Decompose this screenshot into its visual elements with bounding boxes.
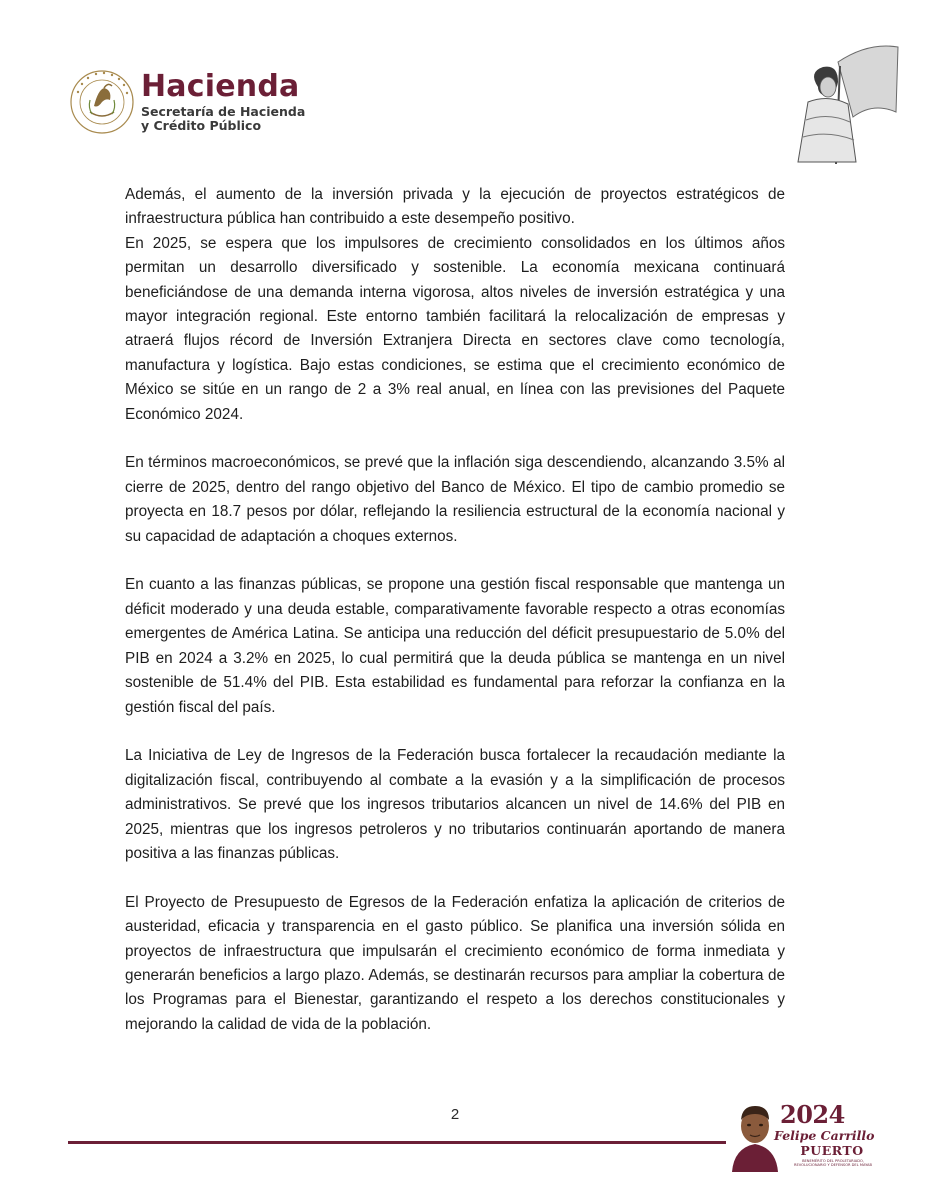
logo-motto: BENEMÉRITO DEL PROLETARIADO, REVOLUCIONARIO Y DEFENSOR DEL MAYAB bbox=[794, 1159, 872, 1167]
logo-year: 2024 bbox=[780, 1100, 845, 1129]
paragraph: El Proyecto de Presupuesto de Egresos de la Federación enfatiza la aplicación de criterios de austeridad, eficacia y transparencia en el gasto público. Se planifica una inversión sólida en proyectos de infraestructura que impulsarán el crecimiento económico de forma inmediata y generarán beneficios a largo plazo. Además, se destinarán recursos para ampliar la cobertura de los Programas para el Bienestar, garantizando el respeto a los derechos constitucionales y mejorando la calidad de vida de la población. bbox=[125, 893, 785, 1033]
paragraph: Además, el aumento de la inversión privada y la ejecución de proyectos estratégicos de infraestructura pública han contribuido a este desempeño positivo. bbox=[125, 186, 785, 228]
paragraph: En 2025, se espera que los impulsores de crecimiento consolidados en los últimos años permitan un desarrollo diversificado y sostenible. La economía mexicana continuará beneficiándose de una demanda interna vigorosa, altos niveles de inversión estratégica y una mayor integración regional. Este entorno también facilitará la relocalización de empresas y atraerá flujos récord de Inversión Extranjera Directa en sectores clave como tecnología, manufactura y logística. Bajo estas condiciones, se estima que el crecimiento económico de México se sitúe en un rango de 2 a 3% real anual, en línea con las previsiones del Paquete Económico 2024. bbox=[125, 234, 785, 423]
logo-name: Felipe Carrillo bbox=[774, 1128, 875, 1143]
brand-title: Hacienda bbox=[141, 69, 300, 104]
page-header bbox=[68, 62, 868, 172]
hacienda-brand bbox=[141, 69, 306, 133]
woman-with-flag-illustration-icon bbox=[778, 42, 903, 167]
document-body bbox=[125, 183, 785, 1037]
paragraph: En términos macroeconómicos, se prevé que la inflación siga descendiendo, alcanzando 3.5% al cierre de 2025, dentro del rango objetivo del Banco de México. El tipo de cambio promedio se proyecta en 18.7 pesos por dólar, reflejando la resiliencia estructural de la economía nacional y su capacidad de adaptación a choques externos. bbox=[125, 454, 785, 545]
brand-subtitle-line2: y Crédito Público bbox=[141, 118, 262, 133]
logo-surname: PUERTO bbox=[800, 1143, 864, 1158]
footer-divider bbox=[68, 1141, 726, 1144]
page-number: 2 bbox=[450, 1106, 460, 1123]
brand-subtitle-line1: Secretaría de Hacienda bbox=[141, 104, 306, 119]
paragraph: En cuanto a las finanzas públicas, se propone una gestión fiscal responsable que mantenga un déficit moderado y una deuda estable, comparativamente favorable respecto a otras economías emergentes de América Latina. Se anticipa una reducción del déficit presupuestario de 5.0% del PIB en 2024 a 3.2% en 2025, lo cual permitirá que la deuda pública se mantenga en un nivel sostenible de 51.4% del PIB. Esta estabilidad es fundamental para reforzar la confianza en la gestión fiscal del país. bbox=[125, 576, 785, 716]
paragraph: La Iniciativa de Ley de Ingresos de la Federación busca fortalecer la recaudación mediante la digitalización fiscal, contribuyendo al combate a la evasión y a la simplificación de procesos administrativos. Se prevé que los ingresos tributarios alcancen un nivel de 14.6% del PIB en 2025, mientras que los ingresos petroleros y no tributarios continuarán aportando de manera positiva a las finanzas públicas. bbox=[125, 747, 785, 862]
felipe-carrillo-puerto-logo bbox=[728, 1098, 875, 1172]
mexico-coat-of-arms-icon bbox=[68, 68, 136, 136]
